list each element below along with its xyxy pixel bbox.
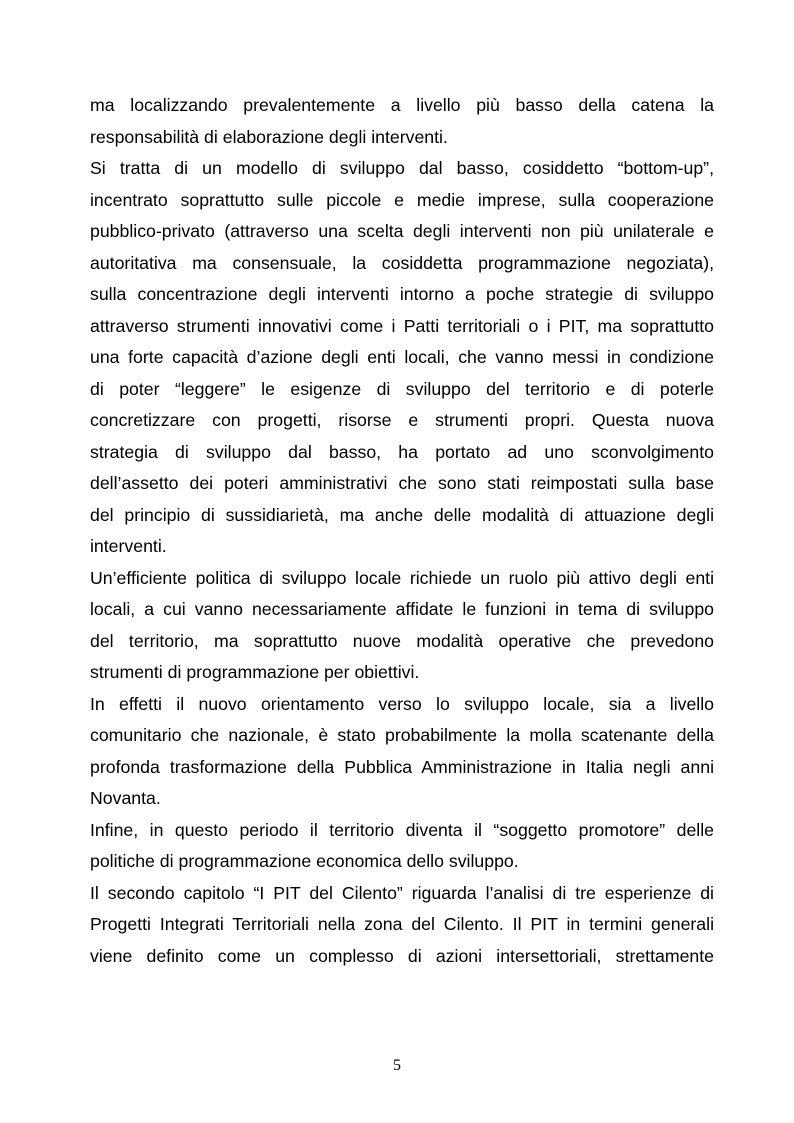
text-line: una forte capacità d’azione degli enti locali, che vanno messi in condizione [90, 347, 714, 367]
text-line: locali, a cui vanno necessariamente affidate le funzioni in tema di sviluppo [90, 599, 714, 619]
text-line: In effetti il nuovo orientamento verso lo sviluppo locale, sia a livello [90, 693, 714, 714]
text-line: strumenti di programmazione per obiettivi. [90, 662, 420, 682]
text-line: dell’assetto dei poteri amministrativi che sono stati reimpostati sulla base [90, 473, 714, 493]
text-line: Infine, in questo periodo il territorio diventa il “soggetto promotore” delle [90, 819, 714, 840]
text-line: autoritativa ma consensuale, la cosiddetta programmazione negoziata), [90, 252, 714, 273]
text-line: Si tratta di un modello di sviluppo dal basso, cosiddetto “bottom-up”, [90, 158, 714, 178]
text-line: responsabilità di elaborazione degli interventi. [90, 126, 448, 147]
text-line: del territorio, ma soprattutto nuove modalità operative che prevedono [90, 630, 714, 651]
text-line: Progetti Integrati Territoriali nella zona del Cilento. Il PIT in termini generali [90, 914, 714, 934]
text-line: incentrato soprattutto sulle piccole e medie imprese, sulla cooperazione [90, 189, 714, 210]
text-line: Un’efficiente politica di sviluppo locale richiede un ruolo più attivo degli enti [90, 567, 714, 588]
body-text [90, 90, 714, 972]
page-number: 5 [393, 1057, 401, 1074]
text-line: ma localizzando prevalentemente a livello più basso della catena la [90, 95, 714, 115]
text-line: attraverso strumenti innovativi come i Patti territoriali o i PIT, ma soprattutto [90, 315, 714, 336]
text-line: profonda trasformazione della Pubblica Amministrazione in Italia negli anni [90, 756, 714, 777]
text-line: del principio di sussidiarietà, ma anche delle modalità di attuazione degli [90, 504, 714, 525]
text-line: di poter “leggere” le esigenze di sviluppo del territorio e di poterle [90, 378, 714, 399]
text-line: viene definito come un complesso di azioni intersettoriali, strettamente [90, 945, 714, 966]
text-line: sulla concentrazione degli interventi intorno a poche strategie di sviluppo [90, 284, 714, 304]
text-line: comunitario che nazionale, è stato probabilmente la molla scatenante della [90, 725, 714, 745]
text-line: Novanta. [90, 788, 161, 808]
text-line: politiche di programmazione economica dello sviluppo. [90, 851, 519, 871]
text-line: pubblico-privato (attraverso una scelta degli interventi non più unilaterale e [90, 221, 714, 241]
text-line: interventi. [90, 536, 167, 556]
text-line: concretizzare con progetti, risorse e strumenti propri. Questa nuova [90, 410, 714, 430]
text-line: strategia di sviluppo dal basso, ha portato ad uno sconvolgimento [90, 441, 714, 462]
text-line: Il secondo capitolo “I PIT del Cilento” riguarda l’analisi di tre esperienze di [90, 882, 714, 903]
